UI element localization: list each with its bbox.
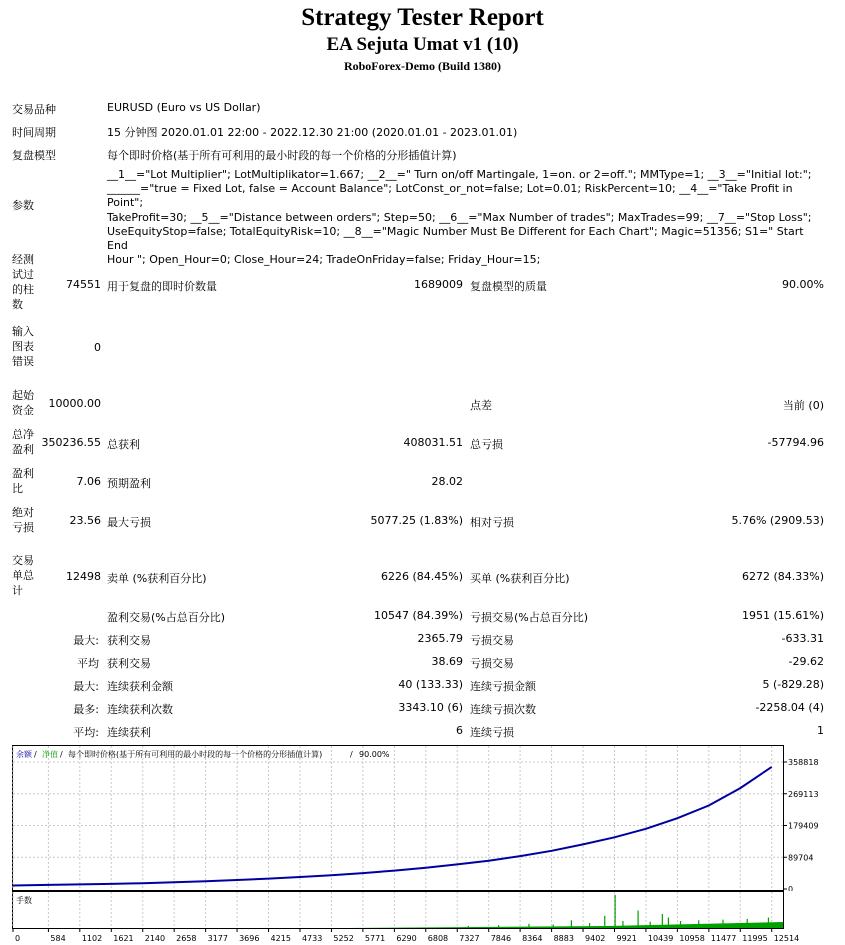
xtick-label: 7846 xyxy=(490,934,512,943)
params-line: __1__="Lot Multiplier"; LotMultiplikator=1.667; __2__=" Turn on/off Martingale, 1=on. or 2=off."; MMType=1; __3__="Initial lot:"; xyxy=(107,168,812,181)
xtick-label: 10439 xyxy=(647,934,674,943)
ticks-value: 1689009 xyxy=(414,278,463,291)
ticks-label: 用于复盘的即时价数量 xyxy=(107,280,217,293)
avg-loss-value: -29.62 xyxy=(788,655,824,668)
period-value: 15 分钟图 2020.01.01 22:00 - 2022.12.30 21:00 (2020.01.01 - 2023.01.01) xyxy=(107,126,518,139)
abs-drawdown-label: 绝对 亏损 xyxy=(12,506,34,534)
loss-trades-value: 1951 (15.61%) xyxy=(741,609,824,622)
xtick-label: 10958 xyxy=(679,934,705,943)
xtick-label: 584 xyxy=(50,934,66,943)
report-title: Strategy Tester Report xyxy=(301,4,544,31)
bars-value: 74551 xyxy=(66,278,101,291)
xtick-label: 4733 xyxy=(301,934,323,943)
gross-profit-value: 408031.51 xyxy=(403,436,463,449)
xtick-label: 5771 xyxy=(364,934,386,943)
max-drawdown-label: 最大亏损 xyxy=(107,516,151,529)
xtick-label: 1621 xyxy=(113,934,134,943)
largest-loss-value: -633.31 xyxy=(781,632,824,645)
maximal-losses-value: -2258.04 (4) xyxy=(755,701,824,714)
xtick-label: 6290 xyxy=(396,934,417,943)
rel-drawdown-value: 5.76% (2909.53) xyxy=(731,514,824,527)
xtick-label: 8364 xyxy=(522,934,543,943)
xtick-label: 8883 xyxy=(553,934,574,943)
params-line: TakeProfit=30; __5__="Distance between orders"; Step=50; __6__="Max Number of trades"; MaxTrades=99; __7__="Stop Loss"; xyxy=(107,210,812,224)
profit-factor-label: 盈利 比 xyxy=(12,467,34,495)
deposit-value: 10000.00 xyxy=(48,397,101,410)
gross-loss-label: 总亏损 xyxy=(470,438,503,451)
legend-sep: / xyxy=(350,750,353,759)
avg-consec-losses-value: 1 xyxy=(817,724,824,737)
params-line: Hour "; Open_Hour=0; Close_Hour=24; TradeOnFriday=false; Friday_Hour=15; xyxy=(107,253,541,267)
max-consec-wins-label: 连续获利金额 xyxy=(107,680,173,693)
net-profit-value: 350236.55 xyxy=(41,436,101,449)
legend-balance: 余额 xyxy=(16,750,32,759)
xtick-label: 3696 xyxy=(239,934,260,943)
xtick-label: 11995 xyxy=(742,934,768,943)
gross-profit-label: 总获利 xyxy=(107,438,140,451)
total-trades-value: 12498 xyxy=(66,570,101,583)
short-positions-value: 6226 (84.45%) xyxy=(380,570,463,583)
largest-profit-label: 获利交易 xyxy=(107,634,151,647)
loss-trades-label: 亏损交易(%占总百分比) xyxy=(470,611,589,624)
expert-name: EA Sejuta Umat v1 (10) xyxy=(326,34,519,55)
maximal-wins-value: 3343.10 (6) xyxy=(398,701,463,714)
ytick-label: 179409 xyxy=(788,821,819,831)
short-positions-label: 卖单 (%获利百分比) xyxy=(107,572,207,585)
balance-chart-frame xyxy=(13,746,784,891)
xtick-label: 11477 xyxy=(710,934,737,943)
profit-trades-label: 盈利交易(%占总百分比) xyxy=(107,611,226,624)
symbol-value: EURUSD (Euro vs US Dollar) xyxy=(107,101,261,114)
legend-lots: 手数 xyxy=(16,896,32,905)
xtick-label: 1102 xyxy=(81,934,103,943)
ytick-label: 269113 xyxy=(788,789,819,799)
errors-value: 0 xyxy=(94,341,101,354)
balance-chart-yticks xyxy=(783,758,819,891)
xtick-label: 7327 xyxy=(459,934,480,943)
spread-value: 当前 (0) xyxy=(782,399,824,412)
quality-value: 90.00% xyxy=(782,278,824,291)
legend-sep: / xyxy=(60,750,63,759)
bars-label: 经测 试过 的柱 数 xyxy=(12,253,34,311)
avg-profit-label: 获利交易 xyxy=(107,657,151,670)
profit-trades-value: 10547 (84.39%) xyxy=(373,609,463,622)
period-label: 时间周期 xyxy=(12,126,56,139)
average-prefix: 平均 xyxy=(77,657,99,670)
xtick-label: 9921 xyxy=(616,934,637,943)
legend-quality: 90.00% xyxy=(359,750,390,759)
ytick-label: 89704 xyxy=(788,853,814,863)
spread-label: 点差 xyxy=(470,399,492,412)
maximal-losses-label: 连续亏损次数 xyxy=(470,703,536,716)
params-value xyxy=(107,168,827,267)
legend-model: 每个即时价格(基于所有可利用的最小时段的每一个价格的分形插值计算) xyxy=(68,750,323,759)
xtick-label: 4215 xyxy=(270,934,291,943)
payoff-value: 28.02 xyxy=(431,475,463,488)
maximum-prefix: 最大: xyxy=(73,680,99,693)
rel-drawdown-label: 相对亏损 xyxy=(470,516,514,529)
lots-bar xyxy=(615,895,616,928)
avg-consec-prefix: 平均: xyxy=(73,726,99,739)
xtick-label: 3177 xyxy=(207,934,228,943)
server-build: RoboForex-Demo (Build 1380) xyxy=(343,59,502,73)
xtick-label: 2658 xyxy=(176,934,197,943)
quality-label: 复盘模型的质量 xyxy=(470,280,547,293)
xtick-label: 5252 xyxy=(333,934,354,943)
balance-chart xyxy=(12,745,834,891)
payoff-label: 预期盈利 xyxy=(107,477,151,490)
lots-chart-xticks xyxy=(13,929,799,943)
ytick-label: 0 xyxy=(788,885,794,891)
params-label: 参数 xyxy=(12,199,34,212)
lots-chart xyxy=(12,891,834,945)
max-consec-losses-label: 连续亏损金额 xyxy=(470,680,536,693)
long-positions-value: 6272 (84.33%) xyxy=(741,570,824,583)
long-positions-label: 买单 (%获利百分比) xyxy=(470,572,570,585)
max-consec-losses-value: 5 (-829.28) xyxy=(762,678,824,691)
xtick-label: 2140 xyxy=(144,934,166,943)
avg-consec-wins-label: 连续获利 xyxy=(107,726,151,739)
avg-profit-value: 38.69 xyxy=(431,655,463,668)
largest-profit-value: 2365.79 xyxy=(417,632,463,645)
avg-loss-label: 亏损交易 xyxy=(470,657,514,670)
xtick-label: 9402 xyxy=(585,934,606,943)
max-consec-wins-value: 40 (133.33) xyxy=(398,678,463,691)
abs-drawdown-value: 23.56 xyxy=(69,514,101,527)
params-line: UseEquityStop=false; TotalEquityRisk=10; __8__="Magic Number Must Be Different for Each Chart"; Magic=51356; S1=" Start End xyxy=(107,224,804,253)
avg-consec-losses-label: 连续亏损 xyxy=(470,726,514,739)
ytick-label: 358818 xyxy=(788,758,819,767)
maximal-prefix: 最多: xyxy=(73,703,99,716)
xtick-label: 6808 xyxy=(427,934,449,943)
legend-equity: 净值 xyxy=(42,750,58,759)
xtick-label: 12514 xyxy=(773,934,800,943)
model-label: 复盘模型 xyxy=(12,149,56,162)
model-value: 每个即时价格(基于所有可利用的最小时段的每一个价格的分形插值计算) xyxy=(107,149,457,162)
largest-loss-label: 亏损交易 xyxy=(470,634,514,647)
xtick-label: 0 xyxy=(15,934,21,943)
max-drawdown-value: 5077.25 (1.83%) xyxy=(370,514,463,527)
largest-prefix: 最大: xyxy=(73,634,99,647)
profit-factor-value: 7.06 xyxy=(76,475,101,488)
total-trades-label: 交易 单总 计 xyxy=(12,554,34,597)
net-profit-label: 总净 盈利 xyxy=(12,428,34,456)
symbol-label: 交易品种 xyxy=(12,103,56,116)
params-line: ______="true = Fixed Lot, false = Account Balance"; LotConst_or_not=false; Lot=0.01; RiskPercent=10; __4__="Take Profit in Point"; xyxy=(107,182,793,210)
avg-consec-wins-value: 6 xyxy=(456,724,463,737)
gross-loss-value: -57794.96 xyxy=(767,436,824,449)
maximal-wins-label: 连续获利次数 xyxy=(107,703,173,716)
deposit-label: 起始 资金 xyxy=(12,389,34,417)
legend-sep: / xyxy=(34,750,37,759)
errors-label: 输入 图表 错误 xyxy=(12,325,34,368)
